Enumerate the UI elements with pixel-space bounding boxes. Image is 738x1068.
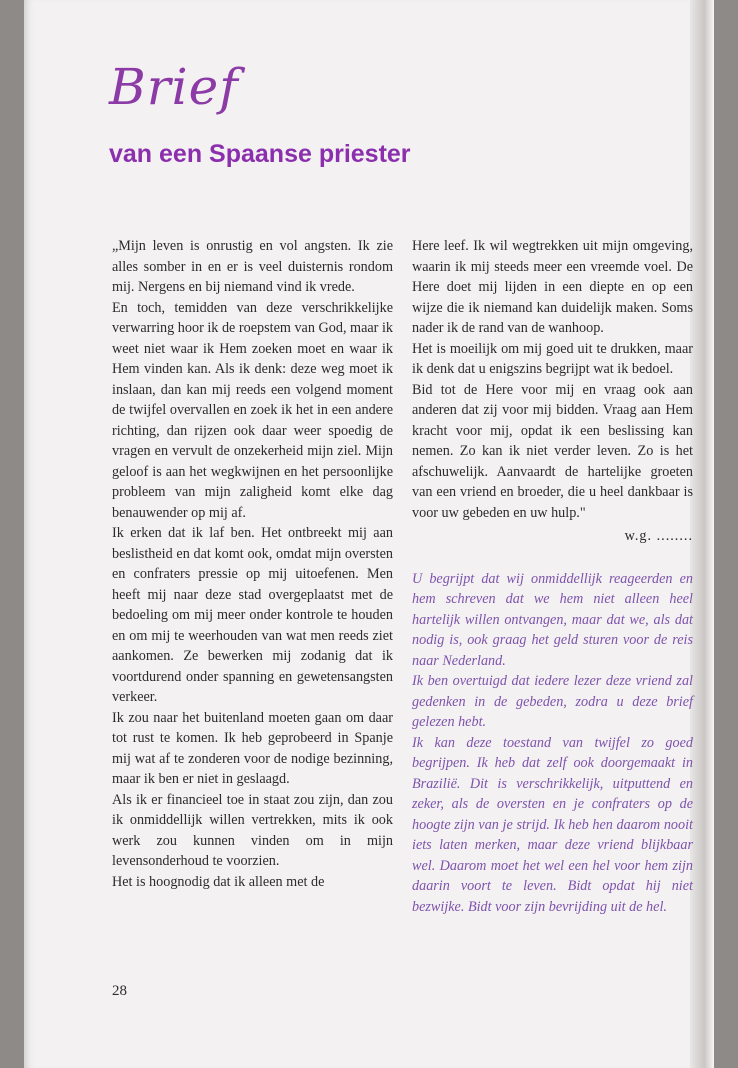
editorial-paragraph: Ik kan deze toestand van twijfel zo goed begrijpen. Ik heb dat zelf ook doorgemaakt in Brazilië. Dit is verschrikkelijk, uitputtend en zeker, als de oversten en je confraters op de hoogte zijn van je strijd. Ik heb hen daarom nooit iets laten merken, maar deze vriend blijkbaar wel. Daarom moet het wel een hel voor hem zijn daarin voort te leven. Bidt opdat hij niet bezwijke. Bidt voor zijn bevrijding uit de hel. <box>412 734 693 915</box>
letter-paragraph: Ik erken dat ik laf ben. Het ontbreekt mij aan beslistheid en dat komt ook, omdat mijn oversten en confraters pressie op mij uitoefenen. Men heeft mij naar deze stad overgeplaatst met de bedoeling om mij meer onder kontrole te houden en om mij te weerhouden van wat men reeds ziet aankomen. Ze bewerken mij zodanig dat ik voortdurend onder spanning en gewetensangsten verkeer. <box>112 525 393 705</box>
letter-paragraph: „Mijn leven is onrustig en vol angsten. Ik zie alles somber in en er is veel duisternis rondom mij. Nergens en bij niemand vind ik vrede. <box>112 238 393 295</box>
letter-signature: w.g. ........ <box>624 528 693 544</box>
letter-paragraph: En toch, temidden van deze verschrikkelijke verwarring hoor ik de roepstem van God, maar ik weet niet waar ik Hem zoeken moet en waar ik Hem vinden kan. Als ik denk: deze weg moet ik inslaan, dan kan mij reeds een volgend moment de twijfel overvallen en zoek ik het in een andere richting, dan rijzen ook daar weer spoedig de vragen en vervult de onzekerheid mijn ziel. Mijn geloof is aan het wegkwijnen en het persoonlijke probleem van mijn zaligheid komt elke dag benauwender op mij af. <box>112 299 393 521</box>
editorial-paragraph: U begrijpt dat wij onmiddellijk reageerden en hem schreven dat we hem niet alleen heel hartelijk willen ontvangen, maar dat we, als dat nodig is, ook graag het geld sturen voor de reis naar Nederland. <box>412 570 693 669</box>
right-column <box>412 236 693 917</box>
letter-paragraph: Het is hoognodig dat ik alleen met de <box>112 873 325 890</box>
magazine-page <box>24 0 714 1068</box>
editorial-note <box>412 569 693 918</box>
letter-paragraph: Ik zou naar het buitenland moeten gaan om daar tot rust te komen. Ik heb geprobeerd in Spanje mij wat af te zonderen voor de nodige bezinning, maar ik ben er niet in geslaagd. <box>112 709 393 787</box>
letter-paragraph: Het is moeilijk om mij goed uit te drukken, maar ik denk dat u enigszins begrijpt wat ik bedoel. <box>412 340 693 377</box>
article-title: Brief <box>109 58 239 116</box>
article-subtitle: van een Spaanse priester <box>109 140 411 168</box>
editorial-paragraph: Ik ben overtuigd dat iedere lezer deze vriend zal gedenken in de gebeden, zodra u deze brief gelezen hebt. <box>412 673 693 730</box>
letter-paragraph: Here leef. Ik wil wegtrekken uit mijn omgeving, waarin ik mij steeds meer een vreemde voel. De Here doet mij lijden in een diepte en op een wijze die ik niemand kan duidelijk maken. Soms nader ik de rand van de wanhoop. <box>412 238 693 336</box>
letter-paragraph: Bid tot de Here voor mij en vraag ook aan anderen dat zij voor mij bidden. Vraag aan Hem kracht voor mij, opdat ik een beslissing kan nemen. Zo kan ik niet verder leven. Zo is het afschuwelijk. Aanvaardt de hartelijke groeten van een vriend en broeder, die u heel dankbaar is voor uw gebeden en uw hulp." <box>412 381 693 521</box>
page-number: 28 <box>112 983 127 999</box>
left-column <box>112 236 393 892</box>
page-edge <box>690 0 714 1068</box>
letter-paragraph: Als ik er financieel toe in staat zou zijn, dan zou ik onmiddellijk willen vertrekken, mits ik ook werk zou kunnen vinden om in mijn levensonderhoud te voorzien. <box>112 791 393 869</box>
